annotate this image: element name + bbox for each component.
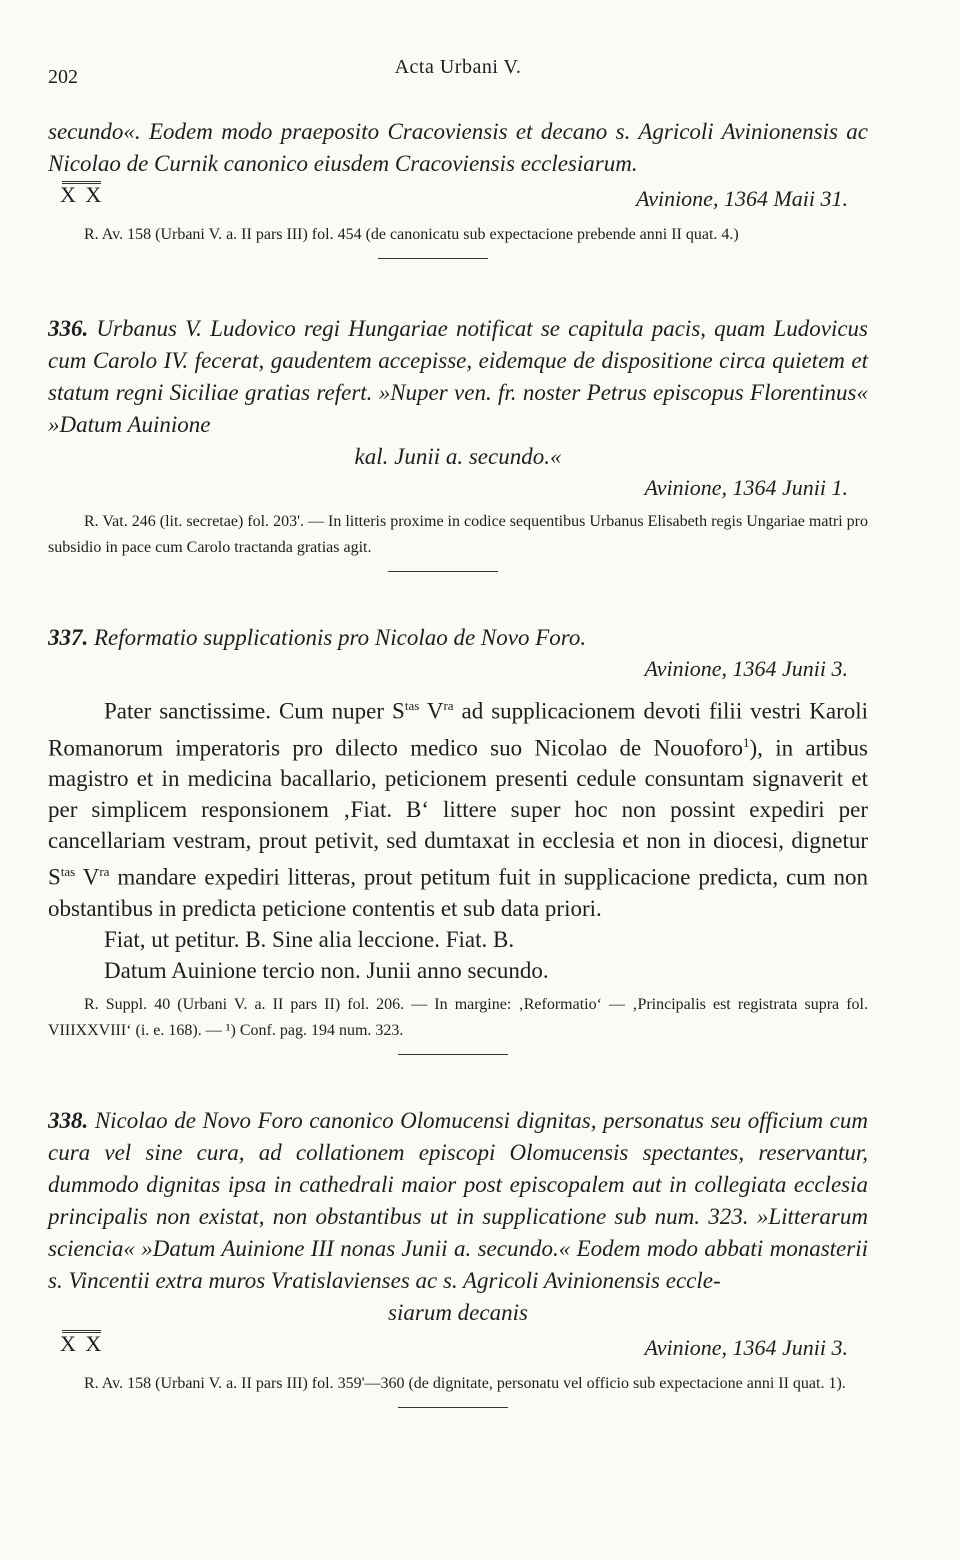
entry-336-date: Avinione, 1364 Junii 1. [644,475,848,500]
entry-335-date: Avinione, 1364 Maii 31. [635,186,848,211]
entry-335-date-row [48,182,868,216]
divider [398,1054,508,1055]
entry-338-date-row [48,1331,868,1365]
entry-338 [48,1105,868,1408]
footnote-mark: 1 [743,734,750,750]
entry-number: 336. [48,316,89,341]
entry-337-datum: Datum Auinione tercio non. Junii anno secundo. [104,957,549,983]
document-page [48,48,868,1418]
text-run: Pater sanctissime. Cum nuper S [104,698,405,724]
entry-337-paragraph [48,690,868,924]
entry-number: 337. [48,625,89,650]
entry-336 [48,313,868,572]
entry-338-source: R. Av. 158 (Urbani V. a. II pars III) fol. 359'—360 (de dignitate, personatu vel officio sub expectacione anni II quat. 1). [84,1374,846,1392]
entry-337-source: R. Suppl. 40 (Urbani V. a. II pars II) fol. 206. — In margine: ‚Reformatio‘ — ‚Principalis est registrata supra fol. VIIIXXVIII‘ (i. e. 168). — ¹) Conf. pag. 194 num. 323. [48,995,868,1039]
entry-337-title-row [48,622,868,654]
entry-336-text-last: kal. Junii a. secundo.« [354,444,562,469]
running-title: Acta Urbani V. [394,56,522,78]
entry-337-date: Avinione, 1364 Junii 3. [644,656,848,681]
superscript: tas [404,698,420,713]
entry-336-text: Urbanus V. Ludovico regi Hungariae notificat se capitula pacis, quam Ludovicus cum Carolo IV. fecerat, gaudentem accepisse, eidemque de dispositione circa quietem et statum regni Siciliae gratias refert. »Nuper ven. fr. noster Petrus episcopus Florentinus« »Datum Auinione [48,316,868,437]
tax-mark: X X [60,1330,104,1356]
text-run: V [75,864,100,890]
entry-335-text: secundo«. Eodem modo praeposito Cracoviensis et decano s. Agricoli Avinionensis ac Nicolao de Curnik canonico eiusdem Cracoviensis ecclesiarum. [48,119,868,176]
text-run: ad supplicacionem devoti filii vestri Karoli Romanorum imperatoris pro dilecto medico suo Nicolao de Nouoforo [48,698,869,761]
entry-337-title: Reformatio supplicationis pro Nicolao de Novo Foro. [94,625,587,650]
entry-338-regest [48,1105,868,1297]
entry-338-text: Nicolao de Novo Foro canonico Olomucensi dignitas, personatus seu officium cum cura vel sine cura, ad collationem episcopi Olomucensis spectantes, reservantur, dummodo dignitas ipsa in cathedrali maior post episcopalem aut in collegiata ecclesia principalis non existat, non obstantibus ut in supplicatione sub num. 323. »Litterarum sciencia« »Datum Auinione III nonas Junii a. secundo.« Eodem modo abbati monasterii s. Vincentii extra muros Vratislavienses ac s. Agricoli Avinionensis eccle- [48,1107,868,1293]
text-run: V [419,698,444,724]
divider [378,258,488,259]
entry-337-fiat: Fiat, ut petitur. B. Sine alia leccione. Fiat. B. [104,926,515,952]
entry-338-date: Avinione, 1364 Junii 3. [644,1334,848,1360]
text-run: ), in artibus magistro et in medicina bacallario, peticionem presenti cedule consuntam signaverit et per simplicem responsionem ‚Fiat. B‘ littere super hoc non possint expediri per cancellariam vestram, prout petivit, sed dumtaxat in ecclesia et non in diocesi, dignetur S [48,735,869,890]
entry-335-source: R. Av. 158 (Urbani V. a. II pars III) fol. 454 (de canonicatu sub expectacione prebende anni II quat. 4.) [84,226,739,243]
entry-336-source: R. Vat. 246 (lit. secretae) fol. 203'. — In litteris proxime in codice sequentibus Urbanus Elisabeth regis Ungariae matri pro subsidio in pace cum Carolo tractanda gratias agit. [48,513,868,556]
entry-335 [48,116,868,259]
entry-337 [48,622,868,1055]
entry-338-text-last: siarum decanis [388,1299,528,1325]
page-header [48,48,868,94]
entry-336-regest [48,313,868,441]
superscript: ra [443,698,454,713]
divider [388,571,498,572]
divider [398,1407,508,1408]
entry-number: 338. [48,1107,89,1133]
page-number: 202 [48,66,78,88]
text-run: mandare expediri litteras, prout petitum fuit in supplicacione predicta, cum non obstantibus in predicta peticione contentis et sub data priori. [48,864,868,921]
tax-mark: X X [60,182,104,207]
superscript: ra [99,864,110,880]
superscript: tas [60,864,76,880]
